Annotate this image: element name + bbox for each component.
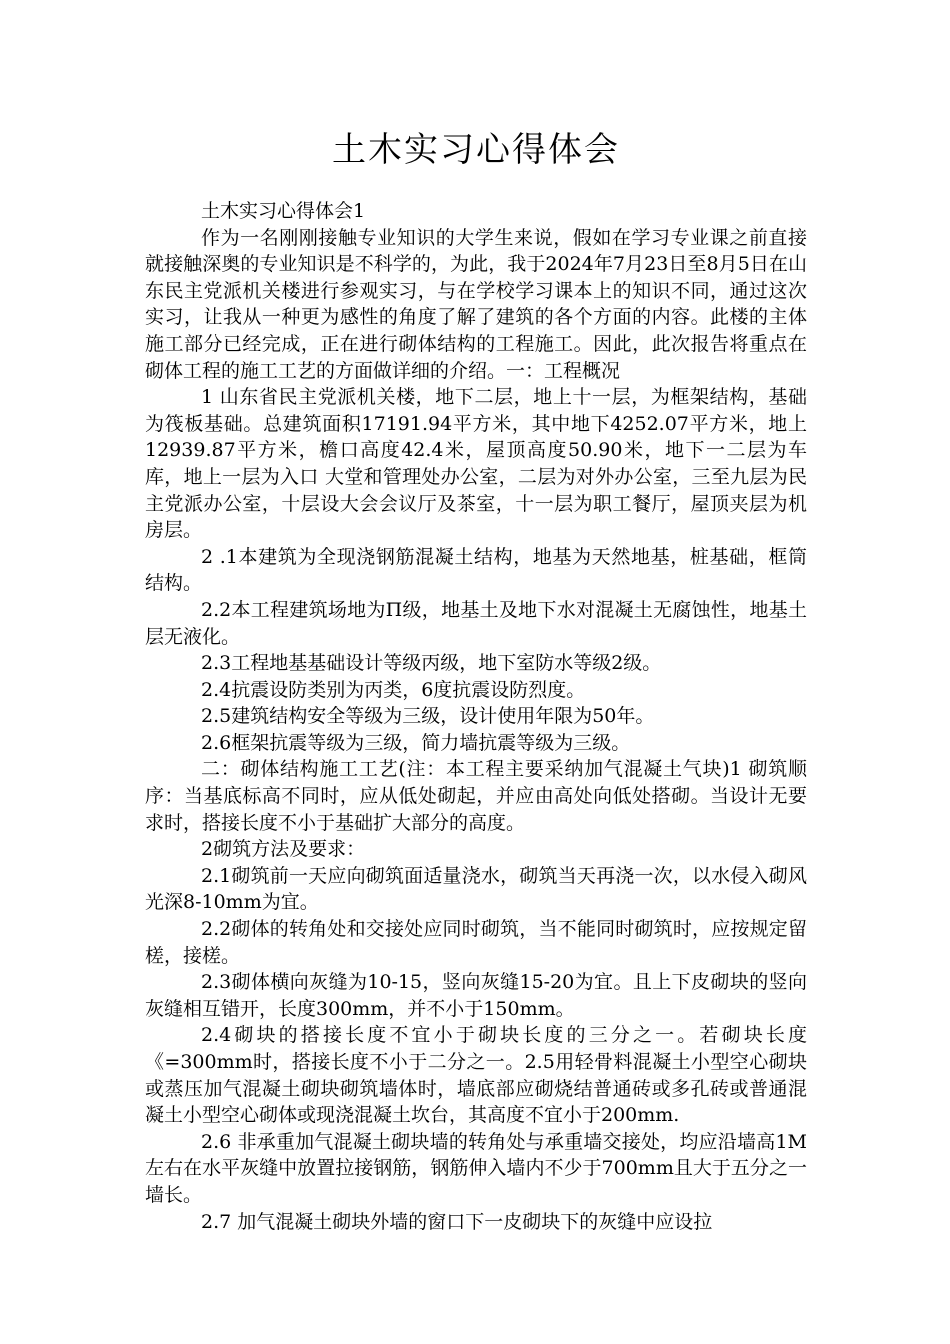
body-paragraph: 2.4抗震设防类别为丙类，6度抗震设防烈度。 <box>201 678 586 701</box>
body-paragraph: 二：砌体结构施工工艺(注：本工程主要采纳加气混凝土气块)1 砌筑顺序：当基底标高不同时，应从低处砌起，并应由高处向低处搭砌。当设计无要求时，搭接长度不小于基础扩大部分的高度。 <box>145 758 807 834</box>
body-paragraph: 2.3砌体横向灰缝为10-15，竖向灰缝15-20为宜。且上下皮砌块的竖向灰缝相互错开，长度300mm，并不小于150mm。 <box>145 971 807 1020</box>
body-paragraph: 作为一名刚刚接触专业知识的大学生来说，假如在学习专业课之前直接就接触深奥的专业知识是不科学的，为此，我于2024年7月23日至8月5日在山东民主党派机关楼进行参观实习，与在学校学习课本上的知识不同，通过这次实习，让我从一种更为感性的角度了解了建筑的各个方面的内容。此楼的主体施工部分已经完成，正在进行砌体结构的工程施工。因此，此次报告将重点在砌体工程的施工工艺的方面做详细的介绍。一：工程概况 <box>145 226 807 382</box>
document-page <box>145 126 807 1235</box>
body-paragraph: 2.6框架抗震等级为三级，简力墙抗震等级为三级。 <box>201 731 631 754</box>
body-paragraph: 2.3工程地基基础设计等级丙级，地下室防水等级2级。 <box>201 652 662 675</box>
document-title: 土木实习心得体会 <box>332 130 620 170</box>
body-paragraph: 2.1砌筑前一天应向砌筑面适量浇水，砌筑当天再浇一次，以水侵入砌风光深8-10mm为宜。 <box>145 864 807 914</box>
body-paragraph: 2.7 加气混凝土砌块外墙的窗口下一皮砌块下的灰缝中应设拉 <box>201 1210 713 1233</box>
body-paragraph: 1 山东省民主党派机关楼，地下二层，地上十一层，为框架结构，基础为筏板基础。总建筑面积17191.94平方米，其中地下4252.07平方米，地上12939.87平方米，檐口高度42.4米，屋顶高度50.90米，地下一二层为车库，地上一层为入口 大堂和管理处办公室，二层为对外办公室，三至九层为民主党派办公室，十层设大会会议厅及茶室，十一层为职工餐厅，屋顶夹层为机房层。 <box>145 386 807 542</box>
body-paragraph: 2.6 非承重加气混凝土砌块墙的转角处与承重墙交接处，均应沿墙高1M左右在水平灰缝中放置拉接钢筋，钢筋伸入墙内不少于700mm且大于五分之一墙长。 <box>145 1130 807 1206</box>
body-paragraph: 2.4砌块的搭接长度不宜小于砌块长度的三分之一。若砌块长度《=300mm时，搭接长度不小于二分之一。2.5用轻骨料混凝土小型空心砌块或蒸压加气混凝土砌块砌筑墙体时，墙底部应砌烧结普通砖或多孔砖或普通混凝土小型空心砌体或现浇混凝土坎台，其高度不宜小于200mm. <box>145 1024 807 1127</box>
body-paragraph: 2.2本工程建筑场地为Π级，地基土及地下水对混凝土无腐蚀性，地基土层无液化。 <box>145 598 807 648</box>
section-heading: 土木实习心得体会1 <box>201 200 366 222</box>
body-paragraph: 2.5建筑结构安全等级为三级，设计使用年限为50年。 <box>201 705 655 728</box>
body-paragraph: 2 .1本建筑为全现浇钢筋混凝土结构，地基为天然地基，桩基础，框筒结构。 <box>145 545 807 595</box>
body-paragraph: 2砌筑方法及要求： <box>201 838 366 861</box>
body-paragraph: 2.2砌体的转角处和交接处应同时砌筑，当不能同时砌筑时，应按规定留槎，接槎。 <box>145 918 807 967</box>
